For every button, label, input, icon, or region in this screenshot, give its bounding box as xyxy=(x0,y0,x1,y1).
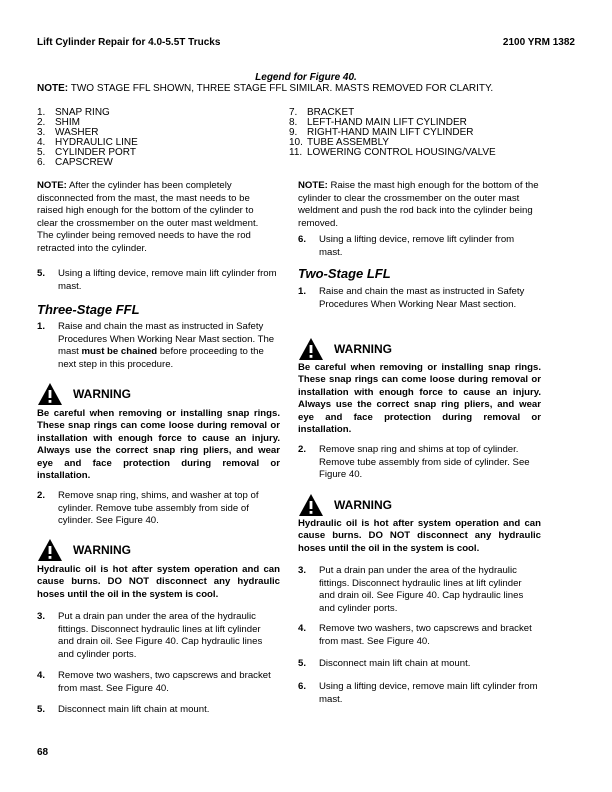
legend-item: 6. CAPSCREW xyxy=(37,157,113,168)
legend-note-label: NOTE: xyxy=(37,83,69,94)
step-3: 3. Put a drain pan under the area of the hydraulic fittings. Disconnect hydraulic lines at lift cylinder and drain oil. See Figure 40. Cap hydraulic lines and cylinder ports. xyxy=(37,611,263,660)
warning-text: Hydraulic oil is hot after system operation and can cause burns. DO NOT disconnect any hydraulic hoses until the oil in the system is cool. xyxy=(37,564,280,600)
warning-heading: WARNING xyxy=(37,382,131,406)
warning-heading: WARNING xyxy=(37,538,131,562)
running-header-doc-number: 2100 YRM 1382 xyxy=(502,37,575,48)
step-2: 2. Remove snap ring and shims at top of cylinder. Remove tube assembly from side of cylinder. See Figure 40. xyxy=(298,444,530,481)
warning-text: Be careful when removing or installing snap rings. These snap rings can come loose during removal or installation with enough force to cause an injury. Always use the correct snap ring pliers, and wear eye and face protection during removal or installation. xyxy=(37,408,280,482)
warning-triangle-icon xyxy=(37,382,63,406)
step-5: 5. Disconnect main lift chain at mount. xyxy=(37,704,210,715)
section-title-two-stage-lfl: Two-Stage LFL xyxy=(298,266,391,281)
warning-heading: WARNING xyxy=(298,493,392,517)
step-5: 5. Using a lifting device, remove main lift cylinder from mast. xyxy=(37,268,277,292)
legend-item: 8. LEFT-HAND MAIN LIFT CYLINDER xyxy=(289,117,467,128)
legend-item: 2. SHIM xyxy=(37,117,80,128)
legend-item: 7. BRACKET xyxy=(289,107,355,118)
warning-text: Be careful when removing or installing snap rings. These snap rings can come loose during removal or installation with enough force to cause an injury. Always use the correct snap ring pliers, and wear eye and face protection during removal or installation. xyxy=(298,362,541,436)
running-header-title: Lift Cylinder Repair for 4.0-5.5T Trucks xyxy=(37,37,221,48)
legend-list-left xyxy=(37,108,138,168)
legend-item: 3. WASHER xyxy=(37,127,99,138)
legend-note-text: TWO STAGE FFL SHOWN, THREE STAGE FFL SIMILAR. MASTS REMOVED FOR CLARITY. xyxy=(70,83,494,94)
legend-item: 5. CYLINDER PORT xyxy=(37,147,136,158)
legend-title: Legend for Figure 40. xyxy=(255,72,357,83)
note-left: NOTE: After the cylinder has been completely disconnected from the mast, the mast needs to be raised high enough for the bottom of the cylinder to clear the crossmember on the outer mast weldment. The cylinder being removed needs to have the rod retracted into the cylinder. xyxy=(37,180,259,254)
legend-item: 11. LOWERING CONTROL HOUSING/VALVE xyxy=(289,147,496,158)
step-2: 2. Remove snap ring, shims, and washer at top of cylinder. Remove tube assembly from side of cylinder. See Figure 40. xyxy=(37,490,259,527)
warning-heading: WARNING xyxy=(298,337,392,361)
warning-triangle-icon xyxy=(298,493,324,517)
section-title-three-stage-ffl: Three-Stage FFL xyxy=(37,302,140,317)
warning-triangle-icon xyxy=(298,337,324,361)
legend-note xyxy=(37,83,493,94)
step-4: 4. Remove two washers, two capscrews and bracket from mast. See Figure 40. xyxy=(37,670,271,694)
legend-item: 9. RIGHT-HAND MAIN LIFT CYLINDER xyxy=(289,127,474,138)
step-6: 6. Using a lifting device, remove lift cylinder from mast. xyxy=(298,234,515,258)
step-1: 1. Raise and chain the mast as instructed in Safety Procedures When Working Near Mast section. The mast must be chained before proceeding to the next step in this procedure. xyxy=(37,321,275,370)
note-right: NOTE: Raise the mast high enough for the bottom of the cylinder to clear the crossmember on the outer mast weldment and push the rod back into the cylinder being removed. xyxy=(298,180,539,229)
warning-text: Hydraulic oil is hot after system operation and can cause burns. DO NOT disconnect any hydraulic hoses until the oil in the system is cool. xyxy=(298,518,541,554)
legend-item: 10. TUBE ASSEMBLY xyxy=(289,137,390,148)
step-1: 1. Raise and chain the mast as instructed in Safety Procedures When Working Near Mast section. xyxy=(298,286,525,310)
warning-triangle-icon xyxy=(37,538,63,562)
step-6: 6. Using a lifting device, remove main lift cylinder from mast. xyxy=(298,681,538,705)
page-number: 68 xyxy=(37,747,49,758)
step-5: 5. Disconnect main lift chain at mount. xyxy=(298,658,471,669)
legend-item: 4. HYDRAULIC LINE xyxy=(37,137,138,148)
legend-item: 1. SNAP RING xyxy=(37,107,110,118)
step-4: 4. Remove two washers, two capscrews and bracket from mast. See Figure 40. xyxy=(298,623,532,647)
legend-list-right xyxy=(289,108,496,158)
step-3: 3. Put a drain pan under the area of the hydraulic fittings. Disconnect hydraulic lines at lift cylinder and drain oil. See Figure 40. Cap hydraulic lines and cylinder ports. xyxy=(298,565,524,614)
